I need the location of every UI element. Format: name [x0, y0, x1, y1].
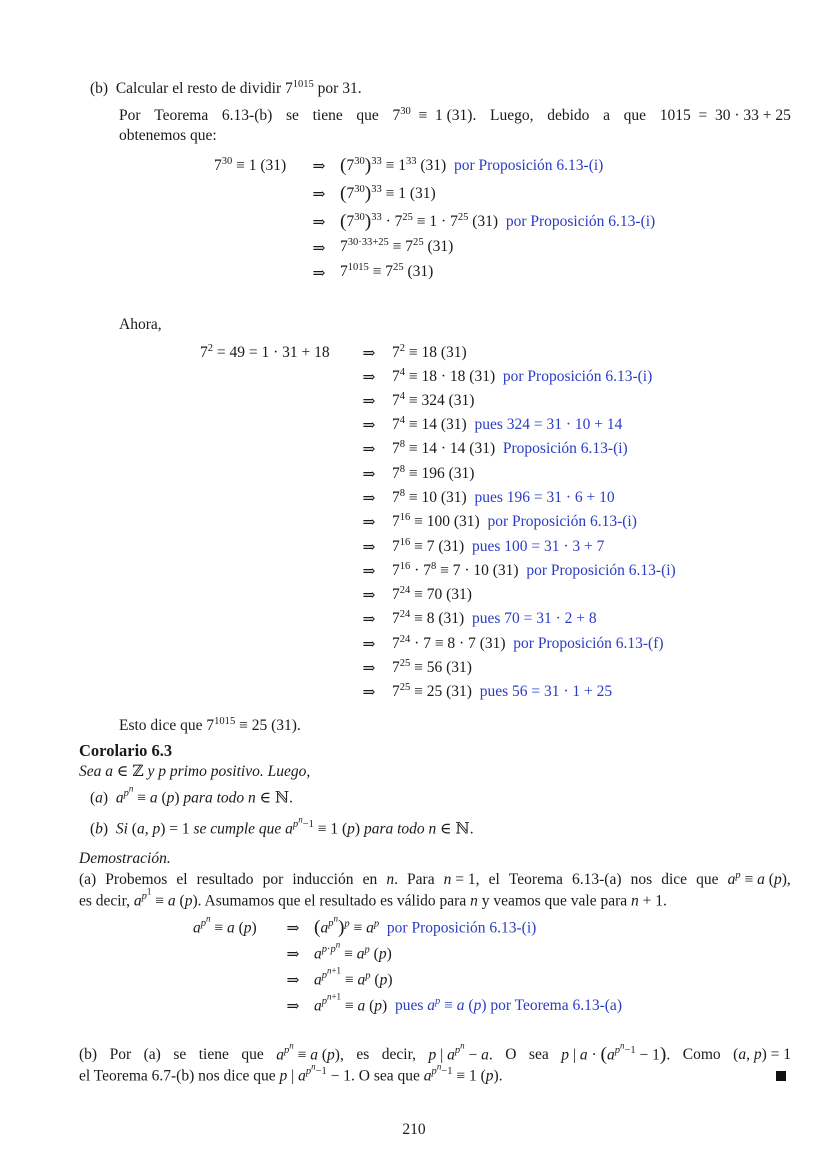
- implies-arrow: ⇒: [312, 158, 326, 175]
- proof-b-line2: el Teorema 6.7-(b) nos dice que p | $a^{p^n-1} - 1$. O sea que $a^{p^n-1} \equiv 1$ (p).: [79, 1062, 503, 1085]
- chain2-step: $7^4 \equiv 14$ (31) pues 324 = 31 · 10 + 14: [392, 415, 623, 433]
- implies-arrow: ⇒: [286, 946, 300, 963]
- qed-square-icon: [776, 1071, 786, 1081]
- implies-arrow: ⇒: [312, 186, 326, 203]
- chain2-lhs: $7^2 = 49 = 1 \cdot 31 + 18$: [200, 343, 330, 361]
- implies-arrow: ⇒: [362, 587, 376, 604]
- corollary-item-a: (a) $a^{p^n} \equiv a$ (p) para todo n ∈ ℕ.: [90, 784, 294, 807]
- implies-arrow: ⇒: [362, 466, 376, 483]
- implies-arrow: ⇒: [362, 611, 376, 628]
- implies-arrow: ⇒: [362, 441, 376, 458]
- implies-arrow: ⇒: [286, 998, 300, 1015]
- implies-arrow: ⇒: [362, 393, 376, 410]
- chain2-step: $7^4 \equiv 18 \cdot 18$ (31) por Proposición 6.13-(i): [392, 367, 653, 385]
- chain2-step: $7^8 \equiv 196$ (31): [392, 464, 475, 482]
- chain2-step: $7^{25} \equiv 25$ (31) pues 56 = 31 · 1 + 25: [392, 682, 613, 700]
- proof-a-line1: (a) Probemos el resultado por inducción en n. Para n = 1, el Teorema 6.13-(a) nos dice que $a^p \equiv a$ (p),: [79, 870, 791, 888]
- corollary-item-b: (b) Si (a, p) = 1 se cumple que $a^{p^n-1} \equiv 1$ (p) para todo n ∈ ℕ.: [90, 815, 474, 838]
- chain1-note-1: por Proposición 6.13-(i): [450, 157, 604, 174]
- chain2-step: $7^{25} \equiv 56$ (31): [392, 658, 472, 676]
- chain2-step: $7^{24} \cdot 7 \equiv 8 \cdot 7$ (31) por Proposición 6.13-(f): [392, 634, 664, 652]
- implies-arrow: ⇒: [362, 684, 376, 701]
- chain2-step: $7^8 \equiv 10$ (31) pues 196 = 31 · 6 + 10: [392, 488, 615, 506]
- chain2-step: $7^{24} \equiv 8$ (31) pues 70 = 31 · 2 + 8: [392, 609, 597, 627]
- chain3-step-3: $a^{p^{n+1}} \equiv a^p$ (p): [314, 966, 393, 989]
- implies-arrow: ⇒: [362, 539, 376, 556]
- implies-arrow: ⇒: [312, 265, 326, 282]
- chain1-step-5: $7^{1015} \equiv 7^{25}$ (31): [340, 262, 434, 280]
- implies-arrow: ⇒: [362, 369, 376, 386]
- implies-arrow: ⇒: [362, 417, 376, 434]
- ahora-text: Ahora,: [119, 316, 162, 333]
- page-number: 210: [402, 1121, 426, 1138]
- implies-arrow: ⇒: [362, 345, 376, 362]
- chain1-step-2: $(7^{30})^{33} \equiv 1$ (31): [340, 182, 436, 204]
- implies-arrow: ⇒: [312, 214, 326, 231]
- chain1-step-3: $(7^{30})^{33} \cdot 7^{25} \equiv 1 \cdot 7^{25}$ (31) por Proposición 6.13-(i): [340, 210, 656, 232]
- chain1-note-3: por Proposición 6.13-(i): [501, 213, 656, 230]
- chain2-step: $7^{16} \equiv 100$ (31) por Proposición 6.13-(i): [392, 512, 637, 530]
- part-b-conclusion: Esto dice que $7^{1015} \equiv 25$ (31).: [119, 716, 301, 734]
- implies-arrow: ⇒: [362, 514, 376, 531]
- chain2-step: $7^{16} \cdot 7^8 \equiv 7 \cdot 10$ (31) por Proposición 6.13-(i): [392, 561, 676, 579]
- corollary-title: Corolario 6.3: [79, 741, 173, 760]
- chain3-step-1: $(a^{p^n})^p \equiv a^p$ por Proposición 6.13-(i): [314, 914, 537, 939]
- chain2-step: $7^4 \equiv 324$ (31): [392, 391, 475, 409]
- implies-arrow: ⇒: [362, 636, 376, 653]
- chain1-step-1: $(7^{30})^{33} \equiv 1^{33}$ (31) por Proposición 6.13-(i): [340, 154, 604, 176]
- chain3-lhs: $a^{p^n} \equiv a$ (p): [193, 914, 257, 937]
- part-b-intro-line1: Por Teorema 6.13-(b) se tiene que $7^{30} \equiv 1$ (31). Luego, debido a que 1015 = 30 · 33 + 25: [119, 106, 791, 124]
- proof-a-line2: es decir, $a^{p^1} \equiv a$ (p). Asumamos que el resultado es válido para n y veamos que vale para n + 1.: [79, 887, 667, 910]
- implies-arrow: ⇒: [312, 240, 326, 257]
- proof-title: Demostración.: [79, 850, 171, 867]
- implies-arrow: ⇒: [362, 490, 376, 507]
- part-b-intro-line2: obtenemos que:: [119, 127, 217, 144]
- chain1-step-4: $7^{30\cdot 33+25} \equiv 7^{25}$ (31): [340, 237, 454, 255]
- implies-arrow: ⇒: [362, 563, 376, 580]
- proof-b-line1: (b) Por (a) se tiene que $a^{p^n} \equiv a$ (p), es decir, p | $a^{p^n} - a$. O sea p | $a \cdot (a^{p^n-1} - 1)$. Como (a, p) = 1: [79, 1041, 791, 1066]
- chain3-step-2: $a^{p\cdot p^n} \equiv a^p$ (p): [314, 940, 392, 963]
- chain2-step: $7^2 \equiv 18$ (31): [392, 343, 467, 361]
- implies-arrow: ⇒: [286, 972, 300, 989]
- chain2-step: $7^8 \equiv 14 \cdot 14$ (31) Proposición 6.13-(i): [392, 439, 628, 457]
- chain1-lhs: $7^{30} \equiv 1$ (31): [214, 156, 287, 174]
- implies-arrow: ⇒: [362, 660, 376, 677]
- implies-arrow: ⇒: [286, 920, 300, 937]
- corollary-statement: Sea a ∈ ℤ y p primo positivo. Luego,: [79, 763, 311, 780]
- chain2-step: $7^{16} \equiv 7$ (31) pues 100 = 31 · 3 + 7: [392, 537, 605, 555]
- chain2-step: $7^{24} \equiv 70$ (31): [392, 585, 472, 603]
- part-b-heading: (b) Calcular el resto de dividir $7^{1015}$ por 31.: [90, 79, 362, 97]
- chain3-step-4: $a^{p^{n+1}} \equiv a$ (p) pues $a^p \equiv a$ (p) por Teorema 6.13-(a): [314, 992, 622, 1015]
